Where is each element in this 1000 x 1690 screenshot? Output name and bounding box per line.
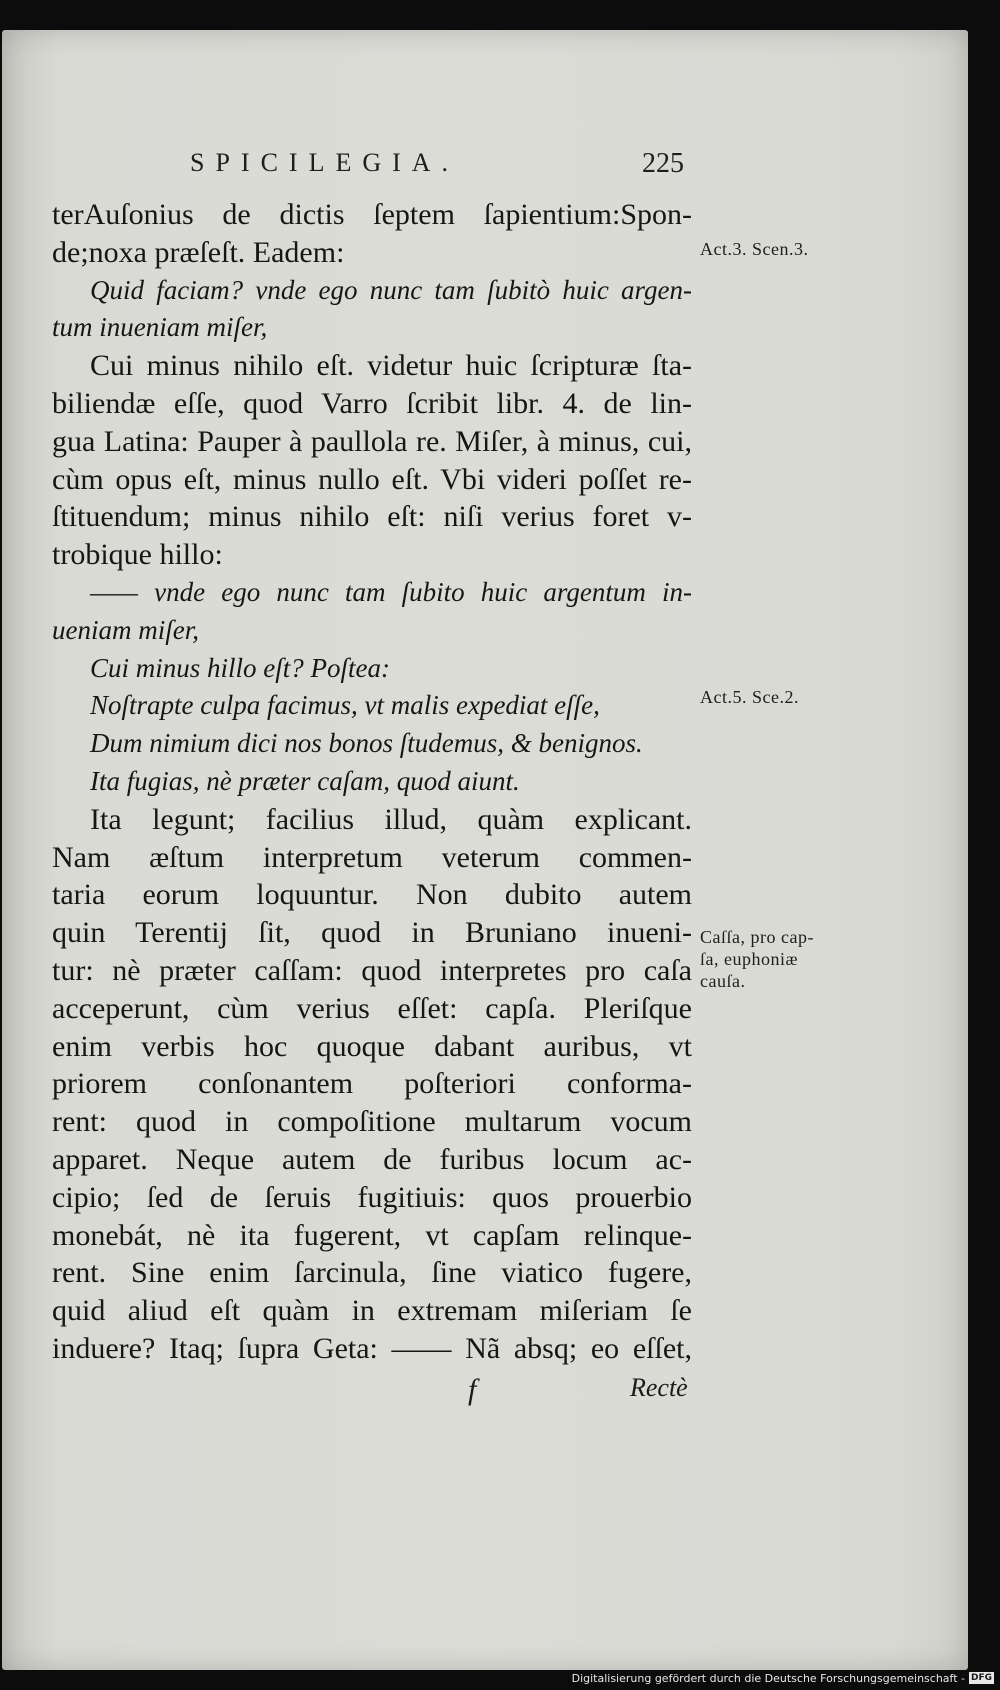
text-line: quid aliud eſt quàm in extremam miſeriam ſe: [52, 1294, 692, 1328]
text-line: taria eorum loquuntur. Non dubito autem: [52, 878, 692, 912]
text-line: ſtituendum; minus nihilo eſt: niſi verius foret v-: [52, 500, 692, 534]
text-line: monebát, nè ita fugerent, vt capſam relinque-: [52, 1218, 692, 1252]
signature-mark: f: [468, 1373, 477, 1406]
text-line: Nam æſtum interpretum veterum commen-: [52, 840, 692, 874]
book-page: [2, 30, 968, 1670]
text-line: trobique hillo:: [52, 538, 223, 572]
main-text-block: [52, 196, 692, 1368]
catchword: Rectè: [630, 1373, 688, 1402]
verse-line: Noſtrapte culpa facimus, vt malis expediat eſſe,: [90, 690, 600, 721]
verse-line: Ita fugias, nè præter caſam, quod aiunt.: [90, 765, 520, 796]
text-line: de;noxa præſeſt. Eadem:: [52, 235, 345, 269]
text-line: quin Terentij ſit, quod in Bruniano inueni-: [52, 916, 692, 950]
verse-line: Dum nimium dici nos bonos ſtudemus, & benignos.: [90, 728, 643, 759]
running-title: SPICILEGIA.: [190, 148, 460, 177]
text-line: tur: nè præter caſſam: quod interpretes pro caſa: [52, 953, 692, 987]
margin-note-act-5: Act.5. Sce.2.: [700, 687, 799, 707]
verse-line: ueniam miſer,: [52, 614, 199, 645]
verse-line: tum inueniam miſer,: [52, 312, 268, 343]
text-line: enim verbis hoc quoque dabant auribus, vt: [52, 1029, 692, 1063]
digitization-footer: [572, 1670, 994, 1686]
page-number: 225: [642, 148, 684, 179]
verse-line: —— vnde ego nunc tam ſubito huic argentum in-: [90, 576, 692, 607]
text-line: induere? Itaq; ſupra Geta: —— Nã absq; eo eſſet,: [52, 1331, 692, 1365]
dfg-logo: DFG: [970, 1673, 992, 1683]
text-line: priorem conſonantem poſteriori conforma-: [52, 1067, 692, 1101]
text-line: terAuſonius de dictis ſeptem ſapientium:Spon-: [52, 198, 692, 231]
text-line: Ita legunt; facilius illud, quàm explicant.: [90, 802, 692, 836]
margin-note-act-3: Act.3. Scen.3.: [700, 239, 809, 259]
verse-line: Cui minus hillo eſt? Poſtea:: [90, 652, 390, 683]
margin-note-line: Caſſa, pro cap-: [700, 927, 814, 947]
text-line: apparet. Neque autem de furibus locum ac-: [52, 1142, 692, 1176]
footer-credit: Digitalisierung gefördert durch die Deutsche Forschungsgemeinschaft -: [571, 1671, 965, 1685]
verse-line: Cui minus nihilo eſt. videtur huic ſcripturæ ſta-: [90, 349, 692, 383]
text-line: biliendæ eſſe, quod Varro ſcribit libr. 4. de lin-: [52, 386, 692, 420]
margin-note-line: cauſa.: [700, 971, 746, 991]
text-line: cùm opus eſt, minus nullo eſt. Vbi videri poſſet re-: [52, 462, 692, 496]
margin-note-line: ſa, euphoniæ: [700, 949, 798, 969]
verse-line: Quid faciam? vnde ego nunc tam ſubitò huic argen-: [90, 274, 692, 305]
margin-note-cassa: [700, 926, 870, 992]
text-line: rent: quod in compoſitione multarum vocum: [52, 1105, 692, 1139]
text-line: rent. Sine enim ſarcinula, ſine viatico fugere,: [52, 1256, 692, 1290]
text-line: gua Latina: Pauper à paullola re. Miſer, à minus, cui,: [52, 424, 692, 458]
text-line: cipio; ſed de ſeruis fugitiuis: quos prouerbio: [52, 1180, 692, 1214]
text-line: acceperunt, cùm verius eſſet: capſa. Pleriſque: [52, 991, 692, 1025]
